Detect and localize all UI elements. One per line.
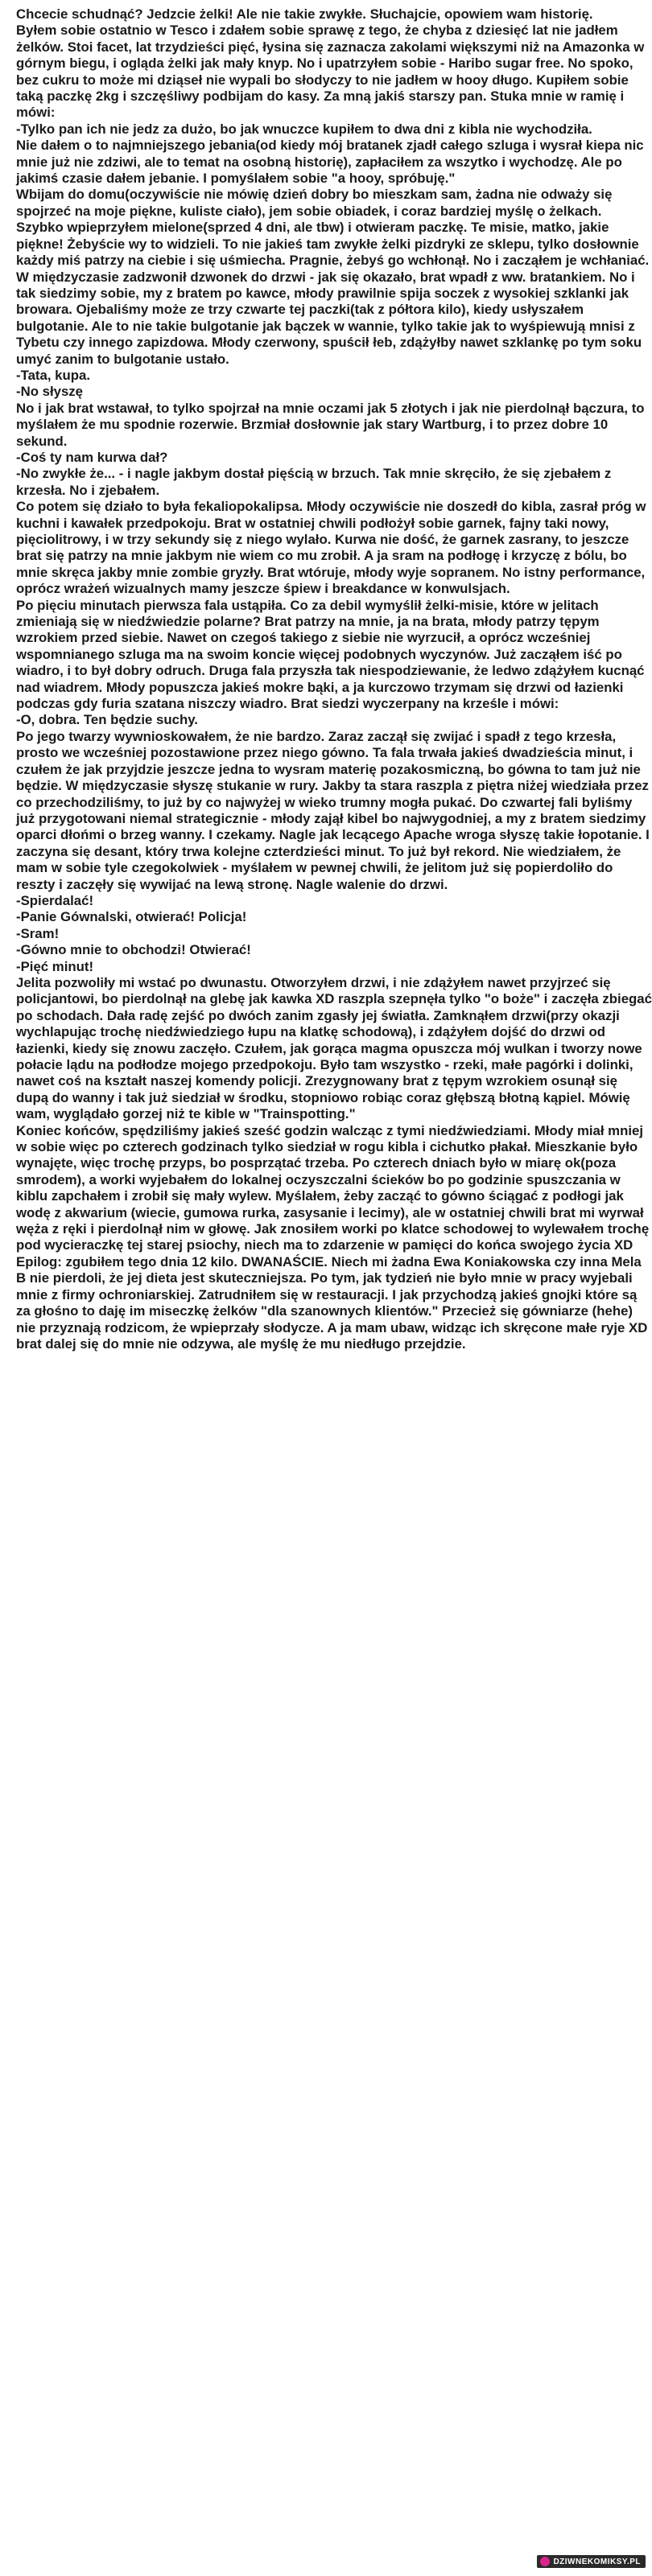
story-paragraph: Nie dałem o to najmniejszego jebania(od kiedy mój bratanek zjadł całego szluga i wysrał kiepa nic mnie już nie zdziwi, ale to temat na osobną historię), zapłaciłem za wszytko i wychodzę. Ale po jakimś czasie dałem jebanie. I pomyślałem sobie "a hooy, spróbuję." bbox=[16, 138, 644, 187]
story-paragraph: Po pięciu minutach pierwsza fala ustąpiła. Co za debil wymyślił żelki-misie, które w jelitach zmieniają się w niedźwiedzie polarne? Brat patrzy na mnie, ja na brata, młody patrzy tępym wzrokiem przed siebie. Nawet on czegoś takiego z siebie nie wyrzucił, a oprócz wcześniej wspomnianego szluga ma na swoim koncie więcej podobnych wyczynów. Już zacząłem iść po wiadro, i to był dobry odruch. Druga fala przyszła tak niespodziewanie, że ledwo zdążyłem kucnąć nad wiadrem. Młody popuszcza jakieś mokre bąki, a ja kurczowo trzymam się drzwi od łazienki podczas gdy furia szatana niszczy wiadro. Brat siedzi wyczerpany na krześle i mówi: bbox=[16, 597, 645, 712]
story-dialogue-line: -Panie Gównalski, otwierać! Policja! bbox=[16, 909, 247, 925]
story-dialogue-line: -O, dobra. Ten będzie suchy. bbox=[16, 712, 198, 728]
story-paragraph: Po jego twarzy wywnioskowałem, że nie bardzo. Zaraz zaczął się zwijać i spadł z tego krzesła, prosto we wcześniej pozostawione przez niego gówno. Ta fala trwała jakieś dwadzieścia minut, i czułem że jak przyjdzie jeszcze jedna to wysram materię pozakosmiczną, bo gówna to tam już nie będzie. W międzyczasie słyszę stukanie w rury. Jakby ta stara raszpla z piętra niżej wiedziała przez co przechodziliśmy, to już by co najwyżej w wieko trumny mogła pukać. Do czwartej fali byliśmy już przygotowani niemal strategicznie - młody zajął kibel bo najwygodniej, a my z bratem siedzimy oparci dłońmi o brzeg wanny. I czekamy. Nagle jak lecącego Apache wroga słyszę takie łopotanie. I zaczyna się desant, który trwa kolejne czterdzieści minut. To już był rekord. Nie wiedziałem, że mam w sobie tyle czegokolwiek - myślałem w pewnej chwili, że jelitom już się popierdoliło do reszty i zaczęły się wywijać na lewą stronę. Nagle walenie do drzwi. bbox=[16, 728, 650, 892]
story-epilogue: Epilog: zgubiłem tego dnia 12 kilo. DWANAŚCIE. Niech mi żadna Ewa Koniakowska czy inna Mela B nie pierdoli, że jej dieta jest skuteczniejsza. Po tym, jak tydzień nie było mnie w pracy wyjebali mnie z firmy ochroniarskiej. Zatrudniłem się w restauracji. I jak przychodzą jakieś gnojki które są za głośno to daję im miseczkę żelków "dla szanownych klientów." Przecież się gówniarze (hehe) nie przyznają rodzicom, że wpieprzały słodycze. A ja mam ubaw, widząc ich skręcone małe ryje XD brat dalej się do mnie nie odzywa, ale myślę że mu niedługo przejdzie. bbox=[16, 1253, 648, 1352]
story-dialogue-line: -No słyszę bbox=[16, 384, 84, 400]
story-paragraph: Byłem sobie ostatnio w Tesco i zdałem sobie sprawę z tego, że chyba z dziesięć lat nie jadłem żelków. Stoi facet, lat trzydzieści pięć, łysina się zaznacza zakolami większymi niż na Amazonka w górnym biegu, i ogląda żelki jak mały knyp. No i upatrzyłem sobie - Haribo sugar free. No spoko, bez cukru to może mi dziąseł nie wypali bo słodyczy to nie jadłem w hooy długo. Kupiłem sobie taką paczkę 2kg i szczęśliwy podbijam do kasy. Za mną jakiś starszy pan. Stuka mnie w ramię i mówi: bbox=[16, 23, 645, 121]
story-text bbox=[16, 6, 652, 1352]
site-watermark bbox=[537, 2555, 646, 2568]
site-logo-icon bbox=[540, 2557, 550, 2566]
story-dialogue-line: -Gówno mnie to obchodzi! Otwierać! bbox=[16, 942, 251, 958]
story-dialogue-line: -No zwykłe że... - i nagle jakbym dostał pięścią w brzuch. Tak mnie skręciło, że się zjebałem z krzesła. No i zjebałem. bbox=[16, 466, 612, 498]
story-dialogue-line: -Tata, kupa. bbox=[16, 367, 91, 383]
story-paragraph: Co potem się działo to była fekaliopokalipsa. Młody oczywiście nie doszedł do kibla, zasrał próg w kuchni i kawałek przedpokoju. Brat w ostatniej chwili podłożył sobie garnek, fajny taki nowy, pięciolitrowy, i w trzy sekundy się z niego wylało. Kurwa nie dość, że garnek zasrany, to jeszcze brat się patrzy na mnie jakbym nie wiem co mu zrobił. A ja sram na podłogę i krzyczę z bólu, bo mnie skręca jakby mnie zombie gryzły. Brat wtóruje, młody wyje sopranem. No istny performance, oprócz wrażeń wizualnych mamy jeszcze śpiew i breakdance w konwulsjach. bbox=[16, 499, 646, 597]
story-dialogue-line: -Sram! bbox=[16, 925, 60, 941]
story-paragraph: Koniec końców, spędziliśmy jakieś sześć godzin walcząc z tymi niedźwiedziami. Młody miał mniej w sobie więc po czterech godzinach tylko siedział w rogu kibla i cichutko płakał. Mieszkanie było wynajęte, więc trochę przyps, bo posprzątać trzeba. Po czterech dniach było w miarę ok(poza smrodem), a worki wyjebałem do lokalnej oczyszczalni ścieków bo po godzinie spuszczania w kiblu zapchałem i zrobił się mały wylew. Myślałem, żeby zacząć to gówno ściągać z podłogi jak wodę z akwarium (wiecie, gumowa rurka, zasysanie i lecimy), ale w ostatniej chwili brat mi wyrwał węża z ręki i pierdolnął nim w głowę. Jak znosiłem worki po klatce schodowej to wylewałem trochę pod wycieraczkę tej starej psiochy, niech ma to zdarzenie w pamięci do końca swojego życia XD bbox=[16, 1122, 650, 1253]
story-dialogue-line: -Spierdalać! bbox=[16, 892, 94, 908]
story-paragraph: Chcecie schudnąć? Jedzcie żelki! Ale nie takie zwykłe. Słuchajcie, opowiem wam historię. bbox=[16, 6, 593, 22]
watermark-text: DZIWNEKOMIKSY.PL bbox=[553, 2557, 641, 2566]
story-paragraph: Jelita pozwoliły mi wstać po dwunastu. Otworzyłem drzwi, i nie zdążyłem nawet przyjrzeć się policjantowi, bo pierdolnął na glebę jak kawka XD raszpla szepnęła tylko "o boże" i zaczęła zbiegać po schodach. Dała radę zejść po dwóch zanim zgasły jej światła. Zamknąłem drzwi(przy okazji wychlapując trochę niedźwiedziego łupu na klatkę schodową), i zdążyłem dojść do drzwi od łazienki, kiedy się znowu zaczęło. Czułem, jak gorąca magma opuszcza mój wulkan i tworzy nowe połacie lądu na podłodze mojego przedpokoju. Było tam wszystko - rzeki, małe pagórki i dolinki, nawet coś na kształt naszej komendy policji. Zrezygnowany brat z tępym wzrokiem osunął się dupą do wanny i tak już siedział w środku, stopniowo robiąc coraz głębszą błotną kąpiel. Mówię wam, wyglądało gorzej niż te kible w "Trainspotting." bbox=[16, 974, 652, 1122]
story-paragraph: -Tylko pan ich nie jedz za dużo, bo jak wnuczce kupiłem to dwa dni z kibla nie wychodziła. bbox=[16, 121, 592, 137]
story-dialogue-line: -Pięć minut! bbox=[16, 958, 94, 974]
story-paragraph: No i jak brat wstawał, to tylko spojrzał na mnie oczami jak 5 złotych i jak nie pierdolnął bączura, to myślałem że mu spodnie rozerwie. Brzmiał dosłownie jak stary Wartburg, i to przez dobre 10 sekund. bbox=[16, 400, 645, 449]
story-dialogue-line: -Coś ty nam kurwa dał? bbox=[16, 449, 168, 465]
story-paragraph: Wbijam do domu(oczywiście nie mówię dzień dobry bo mieszkam sam, żadna nie odważy się spojrzeć na moje piękne, kuliste ciało), jem sobie obiadek, i coraz bardziej myślę o żelkach. Szybko wpieprzyłem mielone(sprzed 4 dni, ale tbw) i otwieram paczkę. Te misie, matko, jakie piękne! Żebyście wy to widzieli. To nie jakieś tam zwykłe żelki pizdryki ze sklepu, tylko dosłownie każdy miś patrzy na ciebie i się uśmiecha. Pragnie, żebyś go wchłonął. No i zacząłem je wchłaniać. W międzyczasie zadzwonił dzwonek do drzwi - jak się okazało, brat wpadł z ww. bratankiem. No i tak siedzimy sobie, my z bratem po kawce, młody prawilnie spija soczek z wysokiej szklanki jak browara. Ojebaliśmy może ze trzy czwarte tej paczki(tak z półtora kilo), kiedy usłyszałem bulgotanie. Ale to nie takie bulgotanie jak bączek w wannie, tylko takie jak to wyśpiewują mnisi z Tybetu czy innego zapizdowa. Młody czerwony, spuścił łeb, zdążyłby nawet szklankę po tym soku umyć zanim to bulgotanie ustało. bbox=[16, 187, 650, 367]
